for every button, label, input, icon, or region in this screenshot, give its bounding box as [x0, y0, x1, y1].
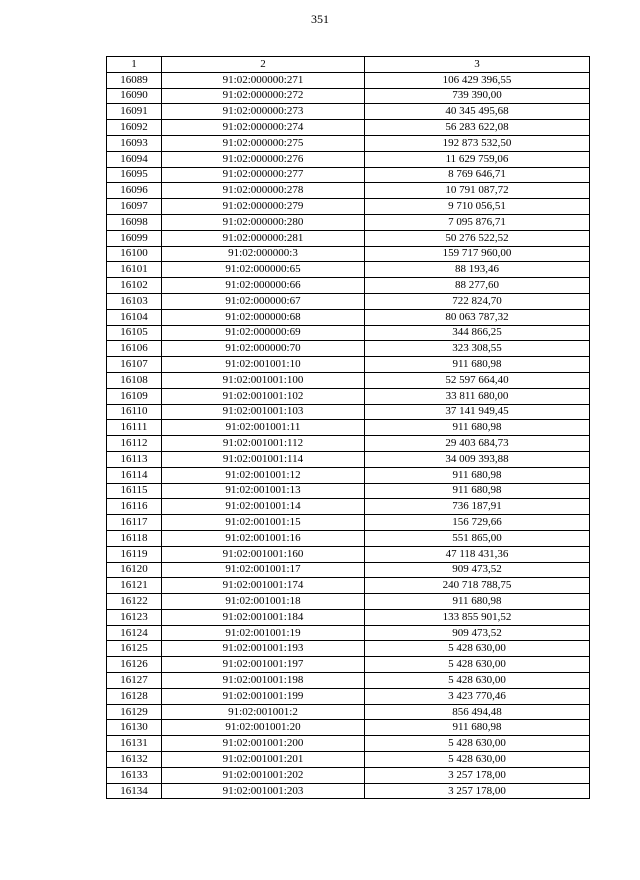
row-number-cell: 16120: [107, 562, 162, 578]
value-cell: 11 629 759,06: [365, 151, 590, 167]
row-number-cell: 16089: [107, 72, 162, 88]
cadastral-number-cell: 91:02:001001:198: [162, 673, 365, 689]
cadastral-number-cell: 91:02:001001:184: [162, 609, 365, 625]
cadastral-number-cell: 91:02:000000:274: [162, 120, 365, 136]
value-cell: 909 473,52: [365, 625, 590, 641]
row-number-cell: 16128: [107, 688, 162, 704]
table-row: [107, 72, 590, 88]
value-cell: 551 865,00: [365, 530, 590, 546]
cadastral-number-cell: 91:02:001001:201: [162, 752, 365, 768]
row-number-cell: 16112: [107, 436, 162, 452]
value-cell: 159 717 960,00: [365, 246, 590, 262]
table-row: [107, 341, 590, 357]
value-cell: 3 257 178,00: [365, 783, 590, 799]
row-number-cell: 16095: [107, 167, 162, 183]
row-number-cell: 16108: [107, 372, 162, 388]
value-cell: 5 428 630,00: [365, 673, 590, 689]
table-row: [107, 641, 590, 657]
value-cell: 88 277,60: [365, 278, 590, 294]
table-row: [107, 246, 590, 262]
row-number-cell: 16126: [107, 657, 162, 673]
row-number-cell: 16102: [107, 278, 162, 294]
row-number-cell: 16110: [107, 404, 162, 420]
value-cell: 240 718 788,75: [365, 578, 590, 594]
cadastral-number-cell: 91:02:000000:271: [162, 72, 365, 88]
value-cell: 8 769 646,71: [365, 167, 590, 183]
row-number-cell: 16129: [107, 704, 162, 720]
value-cell: 56 283 622,08: [365, 120, 590, 136]
row-number-cell: 16090: [107, 88, 162, 104]
row-number-cell: 16116: [107, 499, 162, 515]
row-number-cell: 16134: [107, 783, 162, 799]
row-number-cell: 16119: [107, 546, 162, 562]
row-number-cell: 16125: [107, 641, 162, 657]
value-cell: 88 193,46: [365, 262, 590, 278]
row-number-cell: 16105: [107, 325, 162, 341]
row-number-cell: 16099: [107, 230, 162, 246]
value-cell: 192 873 532,50: [365, 135, 590, 151]
cadastral-number-cell: 91:02:001001:18: [162, 594, 365, 610]
value-cell: 911 680,98: [365, 594, 590, 610]
cadastral-number-cell: 91:02:000000:281: [162, 230, 365, 246]
cadastral-number-cell: 91:02:001001:20: [162, 720, 365, 736]
table-row: [107, 404, 590, 420]
table-row: [107, 388, 590, 404]
table-row: [107, 293, 590, 309]
value-cell: 80 063 787,32: [365, 309, 590, 325]
table-row: [107, 594, 590, 610]
table-header: [107, 57, 590, 73]
table-row: [107, 88, 590, 104]
value-cell: 9 710 056,51: [365, 199, 590, 215]
value-cell: 5 428 630,00: [365, 657, 590, 673]
cadastral-number-cell: 91:02:000000:66: [162, 278, 365, 294]
table-row: [107, 625, 590, 641]
value-cell: 10 791 087,72: [365, 183, 590, 199]
row-number-cell: 16133: [107, 767, 162, 783]
value-cell: 911 680,98: [365, 357, 590, 373]
row-number-cell: 16117: [107, 515, 162, 531]
value-cell: 911 680,98: [365, 483, 590, 499]
cadastral-number-cell: 91:02:001001:15: [162, 515, 365, 531]
page-number: 351: [311, 12, 329, 26]
value-cell: 7 095 876,71: [365, 214, 590, 230]
column-header-value: 3: [365, 57, 590, 73]
value-cell: 52 597 664,40: [365, 372, 590, 388]
cadastral-number-cell: 91:02:000000:280: [162, 214, 365, 230]
cadastral-number-cell: 91:02:001001:19: [162, 625, 365, 641]
cadastral-number-cell: 91:02:000000:65: [162, 262, 365, 278]
row-number-cell: 16118: [107, 530, 162, 546]
value-cell: 37 141 949,45: [365, 404, 590, 420]
table-row: [107, 309, 590, 325]
cadastral-number-cell: 91:02:000000:278: [162, 183, 365, 199]
table-row: [107, 467, 590, 483]
cadastral-number-cell: 91:02:000000:276: [162, 151, 365, 167]
row-number-cell: 16103: [107, 293, 162, 309]
table-row: [107, 657, 590, 673]
table-row: [107, 530, 590, 546]
row-number-cell: 16113: [107, 451, 162, 467]
data-table: [106, 56, 590, 799]
table-row: [107, 688, 590, 704]
cadastral-number-cell: 91:02:001001:16: [162, 530, 365, 546]
row-number-cell: 16094: [107, 151, 162, 167]
value-cell: 911 680,98: [365, 467, 590, 483]
table-row: [107, 230, 590, 246]
table-row: [107, 483, 590, 499]
cadastral-number-cell: 91:02:001001:193: [162, 641, 365, 657]
value-cell: 323 308,55: [365, 341, 590, 357]
cadastral-number-cell: 91:02:001001:14: [162, 499, 365, 515]
table-row: [107, 325, 590, 341]
cadastral-number-cell: 91:02:001001:2: [162, 704, 365, 720]
row-number-cell: 16092: [107, 120, 162, 136]
table-row: [107, 546, 590, 562]
value-cell: 911 680,98: [365, 420, 590, 436]
table-row: [107, 451, 590, 467]
table-row: [107, 436, 590, 452]
table-row: [107, 214, 590, 230]
row-number-cell: 16098: [107, 214, 162, 230]
cadastral-number-cell: 91:02:001001:200: [162, 736, 365, 752]
value-cell: 5 428 630,00: [365, 641, 590, 657]
value-cell: 5 428 630,00: [365, 752, 590, 768]
table-row: [107, 278, 590, 294]
cadastral-number-cell: 91:02:000000:68: [162, 309, 365, 325]
value-cell: 3 257 178,00: [365, 767, 590, 783]
table-row: [107, 499, 590, 515]
value-cell: 47 118 431,36: [365, 546, 590, 562]
table-row: [107, 752, 590, 768]
value-cell: 856 494,48: [365, 704, 590, 720]
cadastral-number-cell: 91:02:000000:67: [162, 293, 365, 309]
value-cell: 739 390,00: [365, 88, 590, 104]
cadastral-number-cell: 91:02:000000:279: [162, 199, 365, 215]
cadastral-number-cell: 91:02:001001:100: [162, 372, 365, 388]
cadastral-number-cell: 91:02:001001:160: [162, 546, 365, 562]
table-row: [107, 199, 590, 215]
column-header-cadastral-number: 2: [162, 57, 365, 73]
cadastral-number-cell: 91:02:001001:10: [162, 357, 365, 373]
value-cell: 133 855 901,52: [365, 609, 590, 625]
cadastral-number-cell: 91:02:001001:12: [162, 467, 365, 483]
row-number-cell: 16100: [107, 246, 162, 262]
cadastral-number-cell: 91:02:000000:277: [162, 167, 365, 183]
table-row: [107, 736, 590, 752]
table-row: [107, 372, 590, 388]
table-row: [107, 167, 590, 183]
row-number-cell: 16130: [107, 720, 162, 736]
value-cell: 722 824,70: [365, 293, 590, 309]
value-cell: 29 403 684,73: [365, 436, 590, 452]
cadastral-number-cell: 91:02:000000:275: [162, 135, 365, 151]
row-number-cell: 16114: [107, 467, 162, 483]
value-cell: 736 187,91: [365, 499, 590, 515]
cadastral-number-cell: 91:02:000000:272: [162, 88, 365, 104]
row-number-cell: 16106: [107, 341, 162, 357]
value-cell: 50 276 522,52: [365, 230, 590, 246]
cadastral-number-cell: 91:02:001001:102: [162, 388, 365, 404]
table-row: [107, 609, 590, 625]
row-number-cell: 16127: [107, 673, 162, 689]
value-cell: 909 473,52: [365, 562, 590, 578]
cadastral-number-cell: 91:02:001001:112: [162, 436, 365, 452]
column-header-number: 1: [107, 57, 162, 73]
table-row: [107, 515, 590, 531]
table-row: [107, 420, 590, 436]
row-number-cell: 16124: [107, 625, 162, 641]
table-row: [107, 720, 590, 736]
cadastral-number-cell: 91:02:001001:199: [162, 688, 365, 704]
table-row: [107, 783, 590, 799]
cadastral-number-cell: 91:02:001001:197: [162, 657, 365, 673]
row-number-cell: 16104: [107, 309, 162, 325]
cadastral-number-cell: 91:02:000000:70: [162, 341, 365, 357]
table-row: [107, 262, 590, 278]
value-cell: 156 729,66: [365, 515, 590, 531]
row-number-cell: 16109: [107, 388, 162, 404]
row-number-cell: 16111: [107, 420, 162, 436]
cadastral-number-cell: 91:02:001001:17: [162, 562, 365, 578]
table-row: [107, 183, 590, 199]
cadastral-number-cell: 91:02:001001:174: [162, 578, 365, 594]
table-row: [107, 562, 590, 578]
cadastral-number-cell: 91:02:001001:202: [162, 767, 365, 783]
table-body: [107, 72, 590, 799]
cadastral-number-cell: 91:02:000000:3: [162, 246, 365, 262]
cadastral-number-cell: 91:02:000000:273: [162, 104, 365, 120]
row-number-cell: 16097: [107, 199, 162, 215]
table-row: [107, 357, 590, 373]
row-number-cell: 16091: [107, 104, 162, 120]
cadastral-number-cell: 91:02:001001:114: [162, 451, 365, 467]
value-cell: 33 811 680,00: [365, 388, 590, 404]
table-row: [107, 135, 590, 151]
table-row: [107, 151, 590, 167]
value-cell: 911 680,98: [365, 720, 590, 736]
row-number-cell: 16096: [107, 183, 162, 199]
row-number-cell: 16121: [107, 578, 162, 594]
row-number-cell: 16122: [107, 594, 162, 610]
value-cell: 3 423 770,46: [365, 688, 590, 704]
cadastral-number-cell: 91:02:001001:203: [162, 783, 365, 799]
value-cell: 344 866,25: [365, 325, 590, 341]
row-number-cell: 16132: [107, 752, 162, 768]
table-row: [107, 104, 590, 120]
row-number-cell: 16115: [107, 483, 162, 499]
cadastral-number-cell: 91:02:001001:11: [162, 420, 365, 436]
row-number-cell: 16101: [107, 262, 162, 278]
header-row: [107, 57, 590, 73]
row-number-cell: 16131: [107, 736, 162, 752]
row-number-cell: 16093: [107, 135, 162, 151]
table-row: [107, 767, 590, 783]
row-number-cell: 16107: [107, 357, 162, 373]
row-number-cell: 16123: [107, 609, 162, 625]
cadastral-number-cell: 91:02:000000:69: [162, 325, 365, 341]
value-cell: 34 009 393,88: [365, 451, 590, 467]
value-cell: 40 345 495,68: [365, 104, 590, 120]
value-cell: 106 429 396,55: [365, 72, 590, 88]
table-row: [107, 704, 590, 720]
table-row: [107, 673, 590, 689]
table-row: [107, 578, 590, 594]
table-row: [107, 120, 590, 136]
cadastral-number-cell: 91:02:001001:103: [162, 404, 365, 420]
cadastral-number-cell: 91:02:001001:13: [162, 483, 365, 499]
value-cell: 5 428 630,00: [365, 736, 590, 752]
